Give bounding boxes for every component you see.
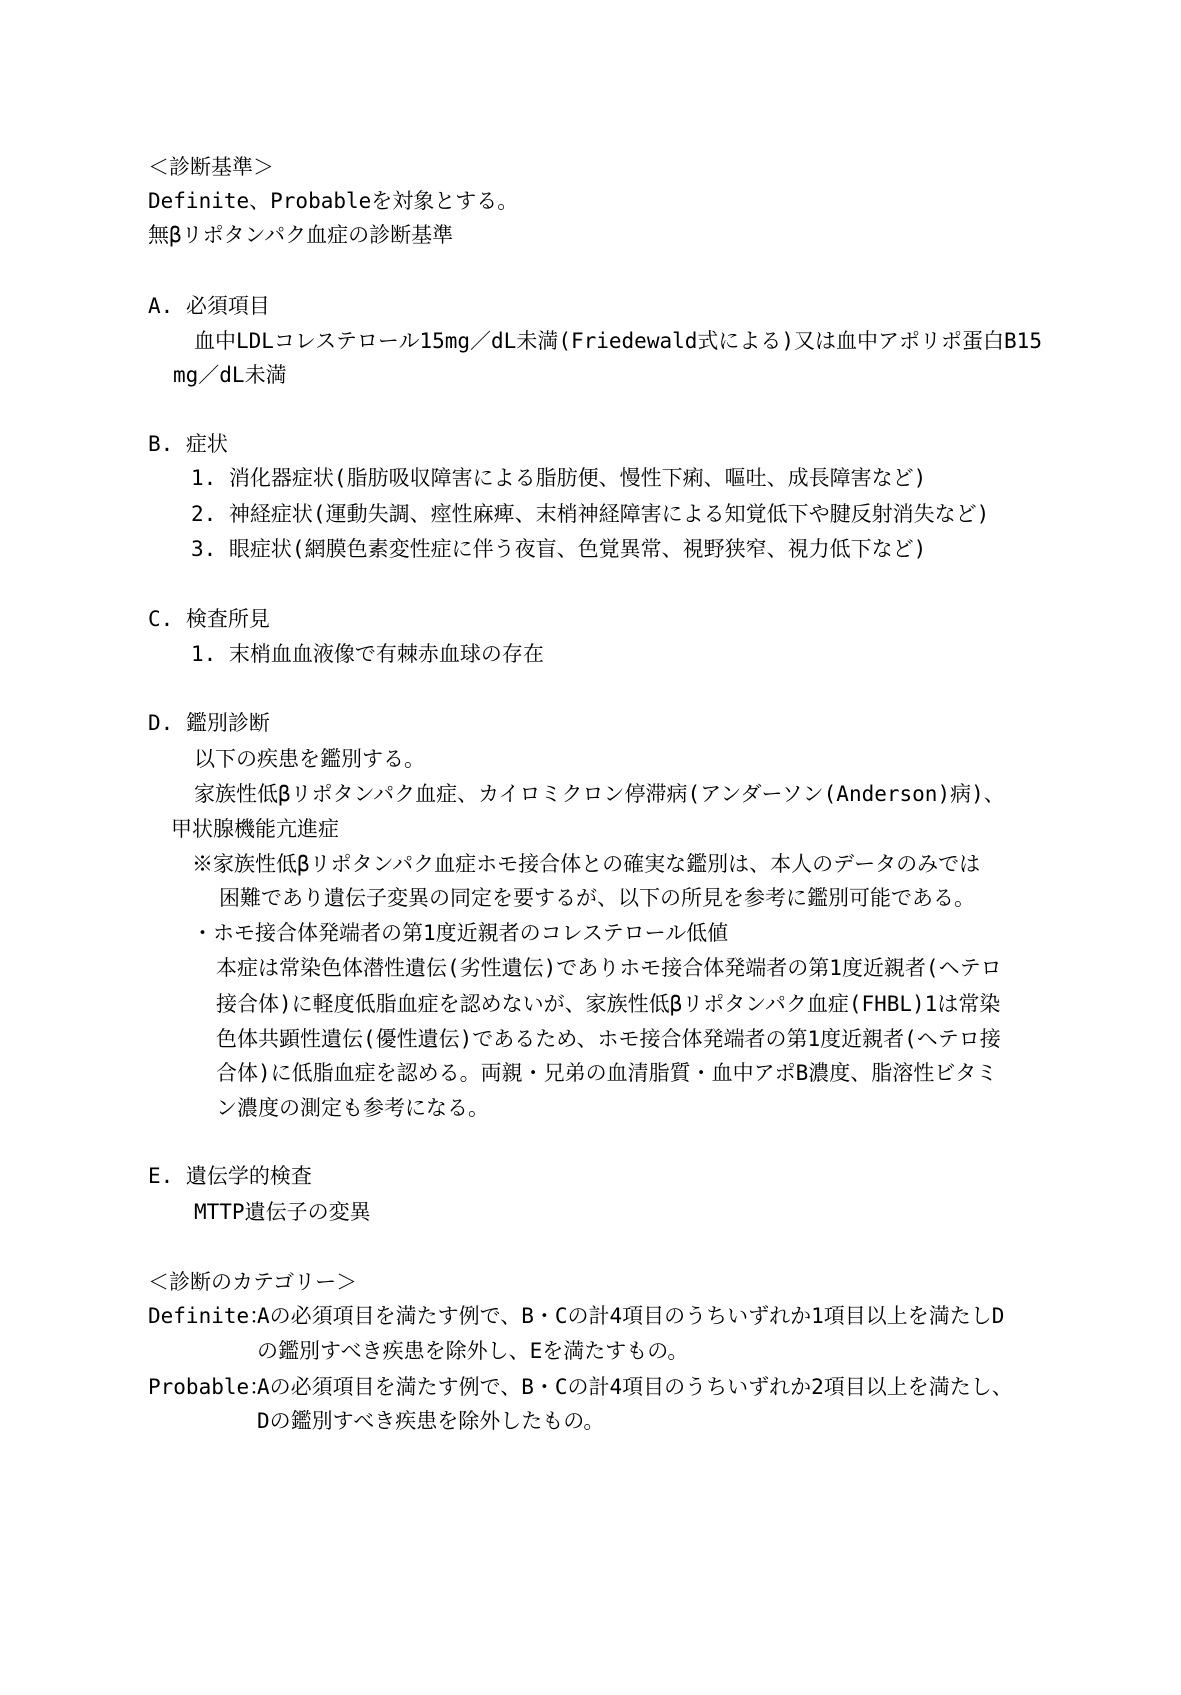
symptom-item: 1. 消化器症状(脂肪吸収障害による脂肪便、慢性下痢、嘔吐、成長障害など) (191, 466, 927, 490)
category-definite-text: Aの必須項目を満たす例で、B・Cの計4項目のうちいずれか1項目以上を満たしD (257, 1304, 1005, 1328)
differential-intro: 以下の疾患を鑑別する。 (194, 747, 425, 771)
document-title: 無βリポタンパク血症の診断基準 (148, 223, 454, 247)
bullet-body-line: ン濃度の測定も参考になる。 (216, 1096, 489, 1120)
section-a-line: mg／dL未満 (173, 363, 287, 387)
differential-diseases: 家族性低βリポタンパク血症、カイロミクロン停滞病(アンダーソン(Anderson)病)、 (194, 782, 1005, 806)
category-probable-text: Aの必須項目を満たす例で、B・Cの計4項目のうちいずれか2項目以上を満たし、 (257, 1375, 1013, 1399)
bullet-body-line: 本症は常染色体潜性遺伝(劣性遺伝)でありホモ接合体発端者の第1度近親者(ヘテロ (216, 956, 1002, 980)
bullet-body-line: 合体)に低脂血症を認める。両親・兄弟の血清脂質・血中アポB濃度、脂溶性ビタミ (216, 1061, 998, 1085)
bullet-body-line: 色体共顕性遺伝(優性遺伝)であるため、ホモ接合体発端者の第1度近親者(ヘテロ接 (216, 1027, 1001, 1051)
section-e-heading: E. 遺伝学的検査 (148, 1164, 312, 1188)
section-a-heading: A. 必須項目 (148, 294, 270, 318)
bullet-body-line: 接合体)に軽度低脂血症を認めないが、家族性低βリポタンパク血症(FHBL)1は常染 (216, 992, 1001, 1016)
criteria-heading: ＜診断基準＞ (148, 155, 274, 179)
category-probable-label: Probable： (148, 1375, 271, 1399)
differential-note: 困難であり遺伝子変異の同定を要するが、以下の所見を参考に鑑別可能である。 (219, 886, 975, 910)
symptom-item: 2. 神経症状(運動失調、痙性麻痺、末梢神経障害による知覚低下や腱反射消失など) (191, 502, 990, 526)
section-a-line: 血中LDLコレステロール15mg／dL未満(Friedewald式による)又は血中アポリポ蛋白B15 (194, 329, 1042, 353)
differential-bullet: ・ホモ接合体発端者の第1度近親者のコレステロール低値 (192, 921, 729, 945)
symptom-item: 3. 眼症状(網膜色素変性症に伴う夜盲、色覚異常、視野狭窄、視力低下など) (191, 537, 927, 561)
differential-note: ※家族性低βリポタンパク血症ホモ接合体との確実な鑑別は、本人のデータのみでは (192, 852, 981, 876)
genetic-test-line: MTTP遺伝子の変異 (194, 1200, 371, 1224)
scope-text: Definite、Probableを対象とする。 (148, 189, 519, 213)
finding-item: 1. 末梢血血液像で有棘赤血球の存在 (191, 642, 544, 666)
section-b-heading: B. 症状 (148, 432, 228, 456)
category-definite-label: Definite： (148, 1304, 271, 1328)
category-heading: ＜診断のカテゴリー＞ (148, 1270, 358, 1294)
section-d-heading: D. 鑑別診断 (148, 711, 270, 735)
section-c-heading: C. 検査所見 (148, 607, 270, 631)
category-definite-text: の鑑別すべき疾患を除外し、Eを満たすもの。 (257, 1339, 689, 1363)
differential-diseases: 甲状腺機能亢進症 (171, 817, 339, 841)
category-probable-text: Dの鑑別すべき疾患を除外したもの。 (257, 1409, 605, 1433)
